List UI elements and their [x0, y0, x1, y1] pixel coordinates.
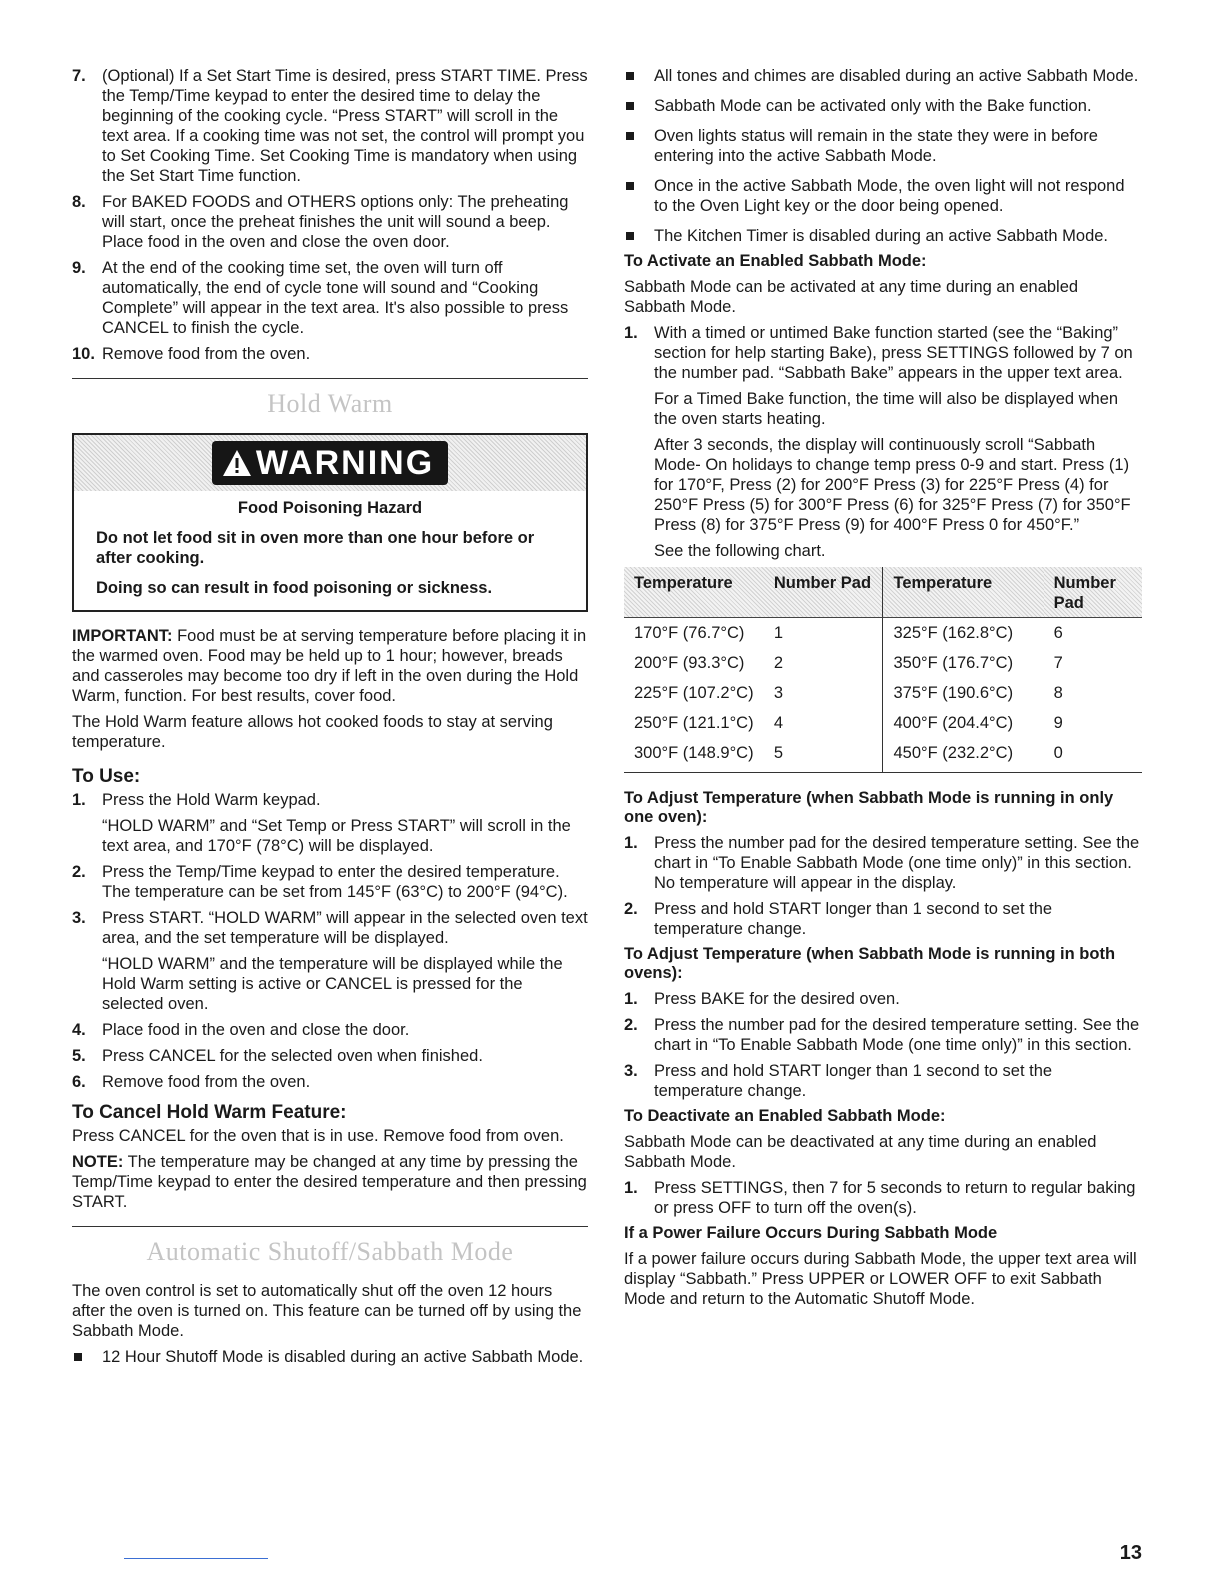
list-item: 4. Place food in the oven and close the door.	[72, 1021, 410, 1039]
list-item: 1. With a timed or untimed Bake function started (see the “Baking” section for help starting Bake), press SETTINGS followed by 7 on the number pad. “Sabbath Bake” appears in the upper text area. For a Timed Bake function, the time will also be displayed when the oven starts heating. After 3 seconds, the display will continuously scroll “Sabbath Mode- On holidays to change temp press 0-9 and start. Press (1) for 170°F, Press (2) for 200°F Press (3) for 225°F Press (4) for 250°F Press (5) for 300°F Press (6) for 325°F Press (7) for 350°F Press (8) for 375°F Press (9) for 400°F Press 0 for 450°F.” See the following chart.	[624, 324, 1133, 560]
table-row: 300°F (148.9°C) 5 450°F (232.2°C) 0	[624, 738, 1142, 773]
steps-continued-list	[72, 66, 588, 364]
sabbath-bullets	[624, 66, 1142, 246]
warning-text: Doing so can result in food poisoning or sickness.	[96, 579, 493, 597]
adjust-both-heading: To Adjust Temperature (when Sabbath Mode is running in both ovens):	[624, 945, 1116, 982]
warning-body	[74, 491, 586, 610]
list-item: The Kitchen Timer is disabled during an active Sabbath Mode.	[624, 226, 1142, 246]
section-divider	[72, 378, 588, 379]
shutoff-title: Automatic Shutoff/Sabbath Mode	[146, 1237, 514, 1266]
list-item: 8. For BAKED FOODS and OTHERS options only: The preheating will start, once the preheat finishes the unit will sound a beep. Place food in the oven and close the oven door.	[72, 193, 569, 251]
hazard-title: Food Poisoning Hazard	[237, 499, 423, 517]
column-header: Number Pad	[1044, 567, 1142, 618]
list-item: 1. Press SETTINGS, then 7 for 5 seconds to return to regular baking or press OFF to turn off the oven(s).	[624, 1179, 1136, 1217]
power-failure-text: If a power failure occurs during Sabbath Mode, the upper text area will display “Sabbath.” Press UPPER or LOWER OFF to exit Sabbath Mode and return to the Automatic Shutoff Mode.	[624, 1250, 1137, 1308]
note-paragraph: NOTE: The temperature may be changed at any time by pressing the Temp/Time keypad to enter the desired temperature and then pressing START.	[72, 1153, 587, 1211]
list-item: 1. Press the number pad for the desired temperature setting. See the chart in “To Enable Sabbath Mode (one time only)” in this section. No temperature will appear in the display.	[624, 834, 1140, 892]
important-paragraph: IMPORTANT: Food must be at serving temperature before placing it in the warmed oven. Food may be held up to 1 hour; however, breads and casseroles may become too dry if left in the oven during the Hold Warm, function. For best results, cover food.	[72, 627, 587, 705]
list-item: Sabbath Mode can be activated only with the Bake function.	[624, 96, 1142, 116]
column-header: Temperature	[624, 567, 764, 618]
shutoff-text: The oven control is set to automatically shut off the oven 12 hours after the oven is turned on. This feature can be turned off by using the Sabbath Mode.	[72, 1282, 582, 1340]
warning-label: WARNING	[212, 441, 448, 485]
shutoff-bullets	[72, 1347, 588, 1367]
adjust-one-heading: To Adjust Temperature (when Sabbath Mode is running in only one oven):	[624, 789, 1114, 826]
list-item: 9. At the end of the cooking time set, the oven will turn off automatically, the end of cycle tone will sound and “Cooking Complete” will appear in the text area. It's also possible to press CANCEL to finish the cycle.	[72, 259, 569, 337]
hold-warm-description: The Hold Warm feature allows hot cooked foods to stay at serving temperature.	[72, 713, 553, 751]
deactivate-text: Sabbath Mode can be deactivated at any time during an enabled Sabbath Mode.	[624, 1133, 1097, 1171]
to-use-steps	[72, 790, 588, 1092]
cancel-text: Press CANCEL for the oven that is in use. Remove food from oven.	[72, 1127, 564, 1145]
warning-triangle-icon	[222, 449, 252, 477]
list-item: 12 Hour Shutoff Mode is disabled during an active Sabbath Mode.	[72, 1347, 588, 1367]
section-divider	[72, 1226, 588, 1227]
list-item: All tones and chimes are disabled during an active Sabbath Mode.	[624, 66, 1142, 86]
activate-steps	[624, 323, 1142, 561]
list-item: 2. Press and hold START longer than 1 second to set the temperature change.	[624, 900, 1053, 938]
list-item: 6. Remove food from the oven.	[72, 1073, 311, 1091]
hold-warm-title: Hold Warm	[267, 389, 393, 418]
warning-text: Do not let food sit in oven more than one hour before or after cooking.	[96, 529, 535, 567]
warning-box	[72, 433, 588, 612]
warning-banner	[74, 435, 586, 491]
power-failure-heading: If a Power Failure Occurs During Sabbath Mode	[624, 1224, 998, 1242]
column-header: Temperature	[883, 567, 1044, 618]
adjust-both-steps	[624, 989, 1142, 1101]
list-item: 1. Press BAKE for the desired oven.	[624, 990, 900, 1008]
right-column	[624, 66, 1142, 1309]
list-item: 3. Press START. “HOLD WARM” will appear in the selected oven text area, and the set temperature will be displayed. “HOLD WARM” and the temperature will be displayed while the Hold Warm setting is active or CANCEL is pressed for the selected oven.	[72, 909, 588, 1013]
list-item: Once in the active Sabbath Mode, the oven light will not respond to the Oven Light key or the door being opened.	[624, 176, 1142, 216]
list-item: 1. Press the Hold Warm keypad. “HOLD WARM” and “Set Temp or Press START” will scroll in the text area, and 170°F (78°C) will be displayed.	[72, 791, 571, 855]
list-item: 2. Press the Temp/Time keypad to enter the desired temperature. The temperature can be set from 145°F (63°C) to 200°F (94°C).	[72, 863, 568, 901]
adjust-one-steps	[624, 833, 1142, 939]
deactivate-heading: To Deactivate an Enabled Sabbath Mode:	[624, 1107, 946, 1125]
table-row: 200°F (93.3°C) 2 350°F (176.7°C) 7	[624, 648, 1142, 678]
list-item: 10. Remove food from the oven.	[72, 345, 311, 363]
column-header: Number Pad	[764, 567, 883, 618]
page-number: 13	[1119, 1542, 1142, 1564]
list-item: 5. Press CANCEL for the selected oven when finished.	[72, 1047, 483, 1065]
list-item: 7. (Optional) If a Set Start Time is desired, press START TIME. Press the Temp/Time keypad to enter the desired time to delay the beginning of the cooking cycle. “Press START” will scroll in the text area. If a cooking time was not set, the control will prompt you to Set Cooking Time. Set Cooking Time is mandatory when using the Set Start Time function.	[72, 67, 588, 185]
deactivate-steps	[624, 1178, 1142, 1218]
cancel-heading: To Cancel Hold Warm Feature:	[72, 1102, 347, 1123]
table-row: 170°F (76.7°C) 1 325°F (162.8°C) 6	[624, 618, 1142, 649]
to-use-heading: To Use:	[72, 766, 141, 787]
list-item: 2. Press the number pad for the desired temperature setting. See the chart in “To Enable Sabbath Mode (one time only)” in this section.	[624, 1016, 1140, 1054]
table-row: 225°F (107.2°C) 3 375°F (190.6°C) 8	[624, 678, 1142, 708]
table-row: 250°F (121.1°C) 4 400°F (204.4°C) 9	[624, 708, 1142, 738]
list-item: Oven lights status will remain in the state they were in before entering into the active Sabbath Mode.	[624, 126, 1142, 166]
left-column	[72, 66, 588, 1377]
activate-text: Sabbath Mode can be activated at any time during an enabled Sabbath Mode.	[624, 278, 1079, 316]
table-header-row	[624, 567, 1142, 618]
temperature-chart	[624, 567, 1142, 773]
footer-rule	[124, 1558, 268, 1559]
list-item: 3. Press and hold START longer than 1 second to set the temperature change.	[624, 1062, 1053, 1100]
activate-heading: To Activate an Enabled Sabbath Mode:	[624, 252, 927, 270]
